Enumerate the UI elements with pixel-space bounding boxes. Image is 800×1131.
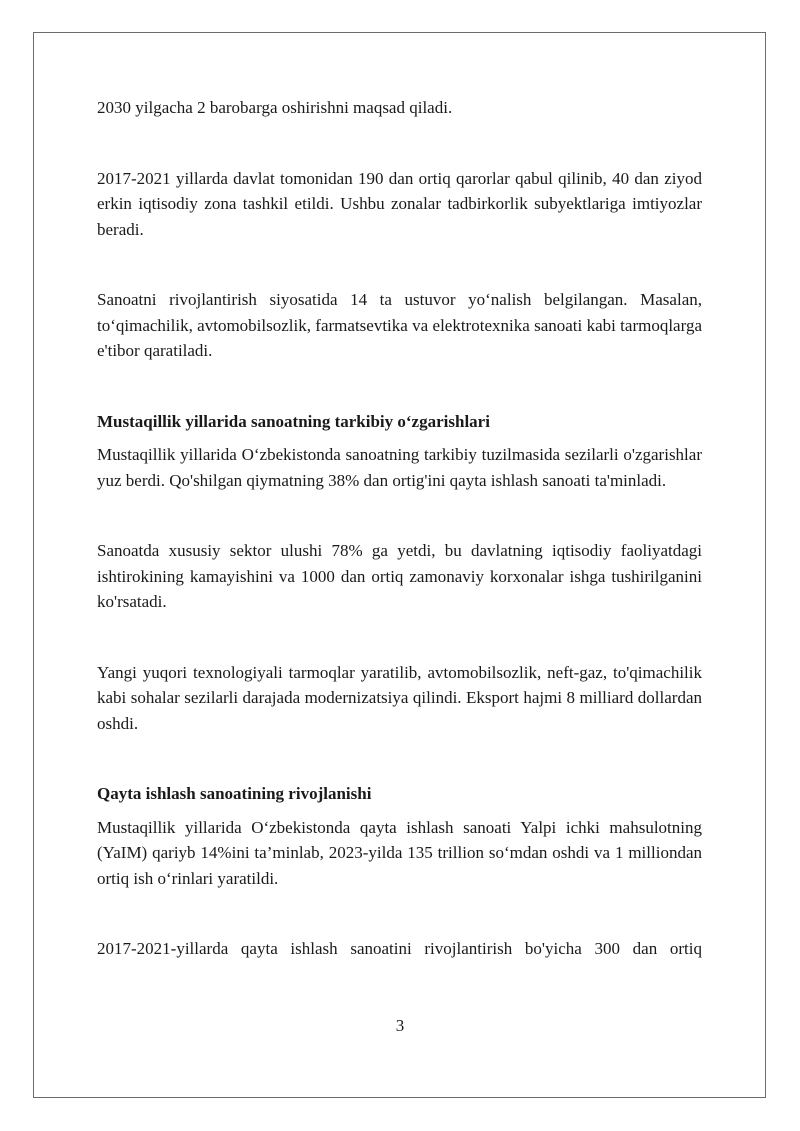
paragraph-structural-changes: Mustaqillik yillarida O‘zbekistonda sanoatning tarkibiy tuzilmasida sezilarli o'zgarishlar yuz berdi. Qo'shilgan qiymatning 38% dan ortig'ini qayta ishlash sanoati ta'minladi.	[97, 445, 702, 490]
paragraph-decrees-zones: 2017-2021 yillarda davlat tomonidan 190 dan ortiq qarorlar qabul qilinib, 40 dan ziyod erkin iqtisodiy zona tashkil etildi. Ushbu zonalar tadbirkorlik subyektlariga imtiyozlar beradi.	[97, 168, 702, 239]
paragraph-high-tech: Yangi yuqori texnologiyali tarmoqlar yaratilib, avtomobilsozlik, neft-gaz, to'qimachilik kabi sohalar sezilarli darajada modernizatsiya qilindi. Eksport hajmi 8 milliard dollardan oshdi.	[97, 662, 702, 733]
paragraph-processing-continued: 2017-2021-yillarda qayta ishlash sanoatini rivojlantirish bo'yicha 300 dan ortiq	[97, 939, 702, 958]
page-number: 3	[395, 1016, 405, 1035]
paragraph-private-sector: Sanoatda xususiy sektor ulushi 78% ga yetdi, bu davlatning iqtisodiy faoliyatdagi ishtirokining kamayishini va 1000 dan ortiq zamonaviy korxonalar ishga tushirilganini ko'rsatadi.	[97, 541, 702, 611]
paragraph-priority-directions: Sanoatni rivojlantirish siyosatida 14 ta ustuvor yo‘nalish belgilangan. Masalan, to‘qimachilik, avtomobilsozlik, farmatsevtika va elektrotexnika sanoati kabi tarmoqlarga e'tibor qaratiladi.	[97, 290, 702, 360]
heading-structural-changes: Mustaqillik yillarida sanoatning tarkibiy o‘zgarishlari	[97, 411, 490, 431]
heading-processing-industry: Qayta ishlash sanoatining rivojlanishi	[97, 784, 372, 803]
paragraph-processing-industry: Mustaqillik yillarida O‘zbekistonda qayta ishlash sanoati Yalpi ichki mahsulotning (YaIM) qariyb 14%ini ta’minlab, 2023-yilda 135 trillion so‘mdan oshdi va 1 milliondan ortiq ish o‘rinlari yaratildi.	[97, 817, 702, 888]
document-body	[97, 95, 702, 962]
paragraph-intro-continuation: 2030 yilgacha 2 barobarga oshirishni maqsad qiladi.	[97, 98, 453, 117]
